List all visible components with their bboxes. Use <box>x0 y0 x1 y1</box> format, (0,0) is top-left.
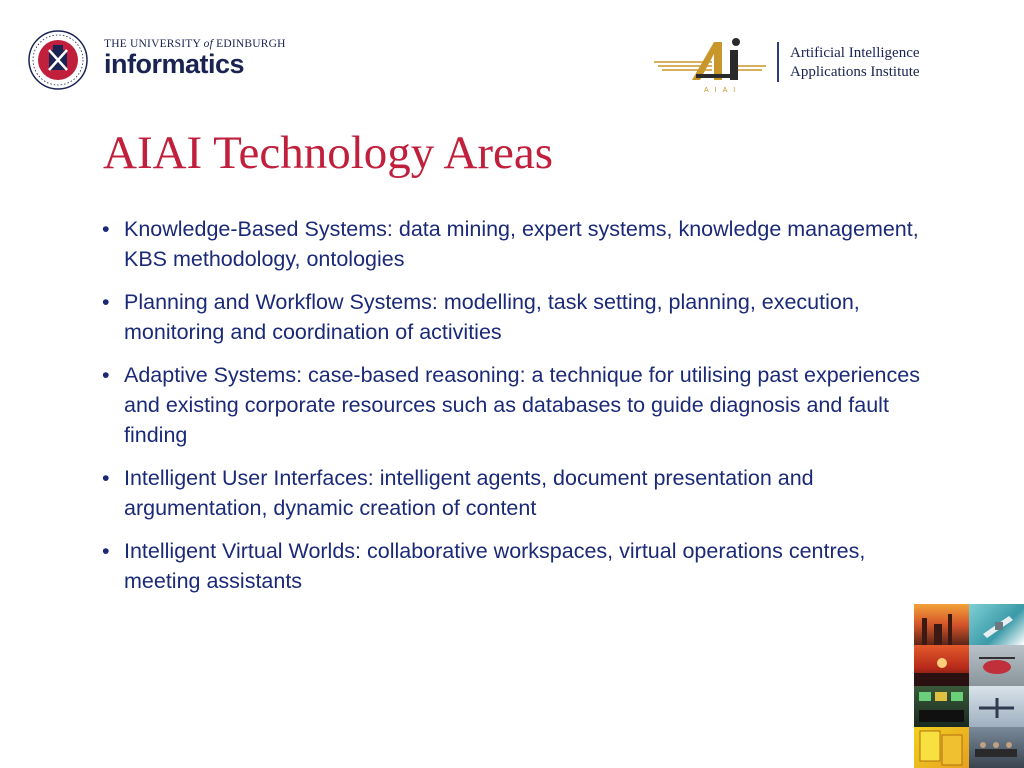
sea-sunset-photo <box>914 645 969 686</box>
helicopter-photo <box>969 645 1024 686</box>
bullet-item <box>102 360 932 450</box>
institute-name-line1: Artificial Intelligence <box>790 45 920 61</box>
aiai-logo <box>652 36 768 94</box>
bullet-dot: • <box>102 217 110 241</box>
bullet-text: Knowledge-Based Systems: data mining, expert systems, knowledge management, KBS methodology, ontologies <box>124 217 919 271</box>
meeting-room-photo <box>969 727 1024 768</box>
school-name: informatics <box>104 49 245 79</box>
slide-title: AIAI Technology Areas <box>103 127 554 179</box>
bullet-text: Adaptive Systems: case-based reasoning: a technique for utilising past experiences and existing corporate resources such as databases to guide diagnosis and fault finding <box>124 363 920 447</box>
institute-name <box>790 44 920 82</box>
bullet-dot: • <box>102 290 110 314</box>
bullet-dot: • <box>102 466 110 490</box>
aiai-logo-text: AIAI <box>704 87 742 94</box>
bullet-item <box>102 287 932 347</box>
bullet-item <box>102 214 932 274</box>
aircraft-photo <box>969 686 1024 727</box>
university-name: THE UNIVERSITY of EDINBURGH <box>104 38 286 50</box>
bullet-list <box>102 214 932 609</box>
control-room-photo <box>914 686 969 727</box>
logo-divider <box>777 42 779 82</box>
satellite-photo <box>969 604 1024 645</box>
institute-name-line2: Applications Institute <box>790 64 920 80</box>
bullet-item <box>102 463 932 523</box>
documents-photo <box>914 727 969 768</box>
bullet-dot: • <box>102 539 110 563</box>
bullet-dot: • <box>102 363 110 387</box>
informatics-wordmark <box>104 38 286 78</box>
bullet-text: Intelligent Virtual Worlds: collaborative workspaces, virtual operations centres, meeting assistants <box>124 539 866 593</box>
university-crest-logo <box>28 30 88 90</box>
bullet-text: Intelligent User Interfaces: intelligent agents, document presentation and argumentation, dynamic creation of content <box>124 466 814 520</box>
bullet-text: Planning and Workflow Systems: modelling, task setting, planning, execution, monitoring and coordination of activities <box>124 290 860 344</box>
photo-mosaic <box>914 604 1024 768</box>
bullet-item <box>102 536 932 596</box>
industrial-sunset-photo <box>914 604 969 645</box>
